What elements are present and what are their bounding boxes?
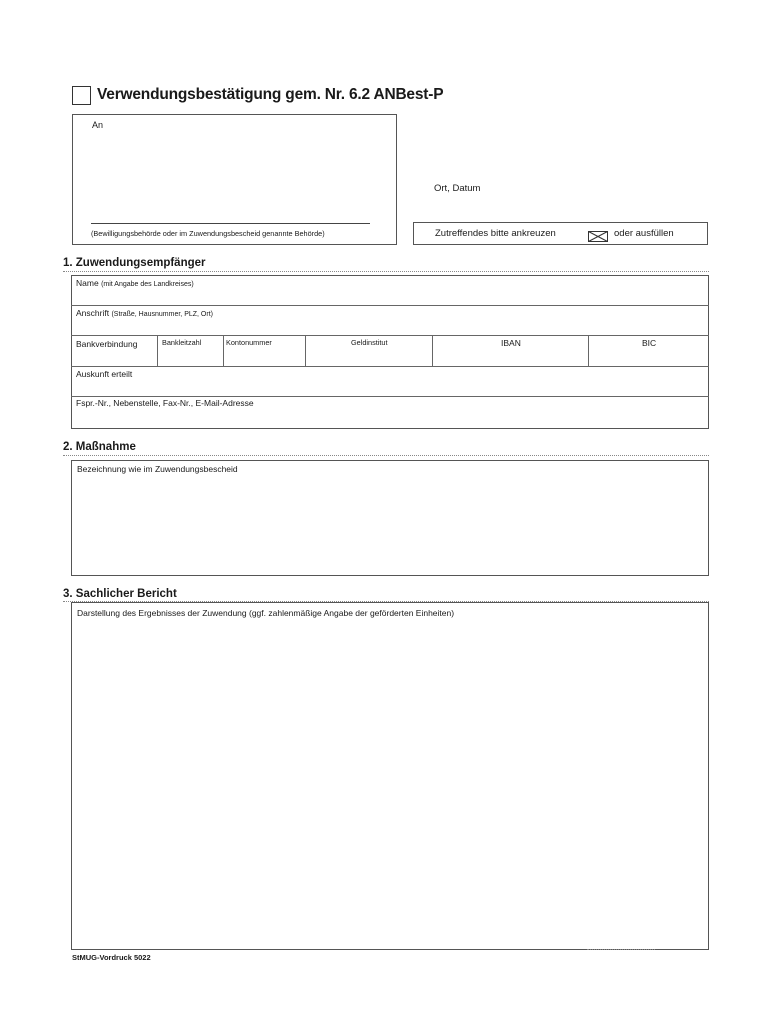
report-field[interactable] [71,602,709,950]
address-field[interactable] [71,305,709,335]
institute-field[interactable] [305,335,432,366]
report-bottom-dotted-line [587,949,655,950]
phone-field[interactable] [71,396,709,429]
bank-col-divider-2 [223,335,224,366]
authority-line [91,223,370,224]
bank-code-label: Bankleitzahl [162,338,202,347]
contact-label: Auskunft erteilt [76,369,133,379]
measure-label: Bezeichnung wie im Zuwendungsbescheid [77,464,238,474]
section1-dotted-line [63,271,709,272]
institute-label: Geldinstitut [351,338,388,347]
bic-field[interactable] [588,335,709,366]
bank-col-divider-4 [432,335,433,366]
form-number: StMUG-Vordruck 5022 [72,953,151,962]
address-label-text: Anschrift [76,308,110,318]
bank-code-field[interactable] [157,335,223,366]
name-label-text: Name [76,278,99,288]
section2-title: 2. Maßnahme [63,441,136,453]
crossed-box-icon [588,229,608,240]
bic-label: BIC [642,338,657,348]
name-note: (mit Angabe des Landkreises) [101,281,194,288]
recipient-label: An [92,120,104,130]
account-label: Kontonummer [226,338,272,347]
report-label: Darstellung des Ergebnisses der Zuwendung (ggf. zahlenmäßige Angabe der geförderten Einheiten) [77,608,455,618]
iban-label: IBAN [501,338,521,348]
address-note: (Straße, Hausnummer, PLZ, Ort) [111,311,213,318]
title-checkbox[interactable] [72,86,91,105]
phone-label: Fspr.-Nr., Nebenstelle, Fax-Nr., E-Mail-Adresse [76,398,254,408]
recipient-box[interactable] [72,114,397,245]
section2-dotted-line [63,455,709,456]
instruction-suffix: oder ausfüllen [614,228,674,239]
bank-row [71,335,709,366]
name-label [76,278,194,288]
account-field[interactable] [223,335,305,366]
iban-field[interactable] [432,335,588,366]
bank-col-divider-5 [588,335,589,366]
bank-label: Bankverbindung [76,339,138,349]
contact-field[interactable] [71,366,709,396]
bank-col-divider-1 [157,335,158,366]
instruction-box [413,222,708,245]
name-field[interactable] [71,275,709,305]
instruction-text: Zutreffendes bitte ankreuzen [435,228,556,239]
address-label [76,308,213,318]
form-title: Verwendungsbestätigung gem. Nr. 6.2 ANBest-P [97,86,444,103]
place-date-label: Ort, Datum [434,183,481,194]
authority-caption: (Bewilligungsbehörde oder im Zuwendungsbescheid genannte Behörde) [91,229,325,238]
section1-title: 1. Zuwendungsempfänger [63,257,206,269]
bank-col-divider-3 [305,335,306,366]
section3-title: 3. Sachlicher Bericht [63,588,177,600]
measure-field[interactable] [71,460,709,576]
